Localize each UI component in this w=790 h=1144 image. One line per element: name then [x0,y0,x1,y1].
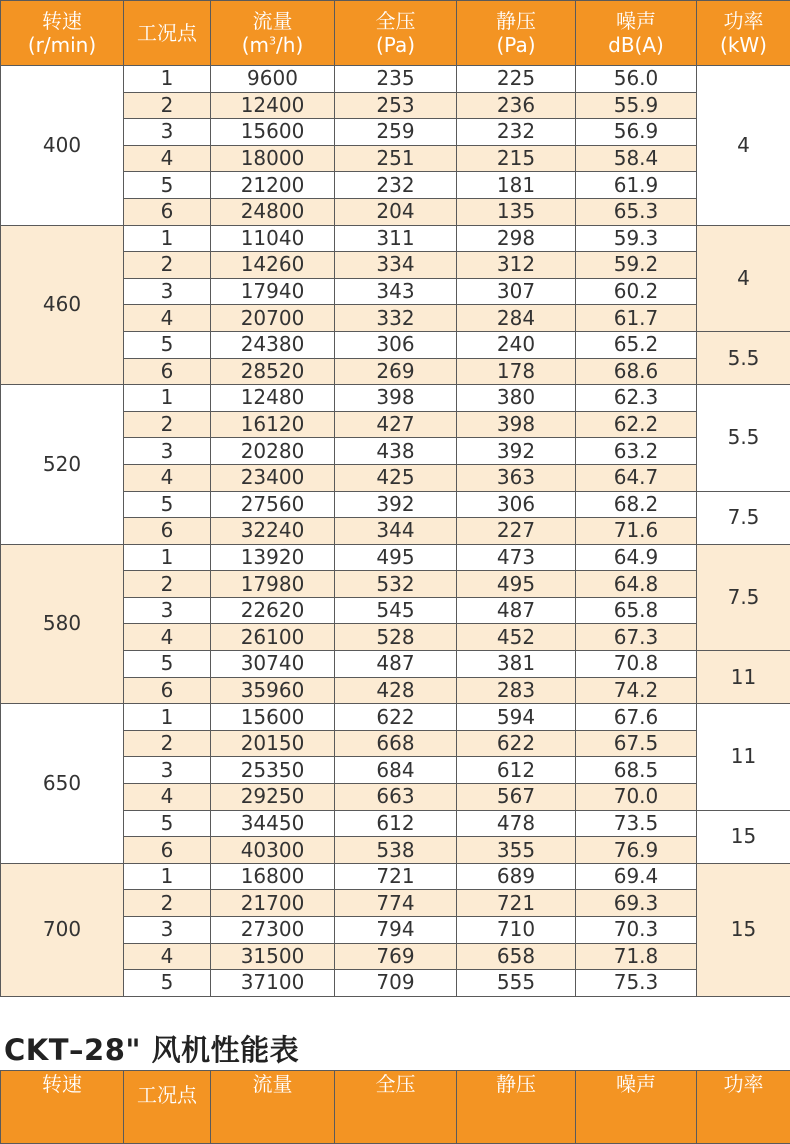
point-cell: 2 [124,730,211,757]
point-cell: 1 [124,385,211,412]
noise-cell: 67.3 [576,624,697,651]
power-cell: 11 [697,651,790,704]
table-header-row [1,1071,790,1144]
flow-cell: 37100 [211,970,335,997]
header-total-pressure: 全压 [335,1071,457,1144]
power-cell: 7.5 [697,544,790,650]
total-pressure-cell: 232 [335,172,457,199]
noise-cell: 62.3 [576,385,697,412]
static-pressure-cell: 284 [457,305,576,332]
total-pressure-cell: 545 [335,597,457,624]
power-cell: 4 [697,225,790,331]
flow-cell: 15600 [211,704,335,731]
point-cell: 3 [124,278,211,305]
static-pressure-cell: 392 [457,438,576,465]
total-pressure-cell: 427 [335,411,457,438]
point-cell: 5 [124,810,211,837]
header-static-pressure: 静压 [457,1071,576,1144]
static-pressure-cell: 312 [457,252,576,279]
point-cell: 2 [124,411,211,438]
flow-cell: 16800 [211,863,335,890]
flow-cell: 28520 [211,358,335,385]
total-pressure-cell: 487 [335,651,457,678]
speed-cell: 650 [1,704,124,864]
noise-cell: 64.8 [576,571,697,598]
flow-cell: 20150 [211,730,335,757]
total-pressure-cell: 709 [335,970,457,997]
total-pressure-cell: 612 [335,810,457,837]
flow-cell: 22620 [211,597,335,624]
static-pressure-cell: 689 [457,863,576,890]
noise-cell: 65.3 [576,198,697,225]
static-pressure-cell: 178 [457,358,576,385]
table-row [1,863,790,890]
static-pressure-cell: 594 [457,704,576,731]
point-cell: 3 [124,597,211,624]
point-cell: 3 [124,438,211,465]
total-pressure-cell: 622 [335,704,457,731]
flow-cell: 26100 [211,624,335,651]
flow-cell: 15600 [211,119,335,146]
point-cell: 1 [124,544,211,571]
table-row [1,544,790,571]
static-pressure-cell: 622 [457,730,576,757]
point-cell: 6 [124,837,211,864]
point-cell: 4 [124,943,211,970]
flow-cell: 30740 [211,651,335,678]
static-pressure-cell: 227 [457,518,576,545]
total-pressure-cell: 438 [335,438,457,465]
total-pressure-cell: 532 [335,571,457,598]
power-cell: 5.5 [697,331,790,384]
static-pressure-cell: 473 [457,544,576,571]
flow-cell: 24800 [211,198,335,225]
static-pressure-cell: 236 [457,92,576,119]
noise-cell: 68.2 [576,491,697,518]
total-pressure-cell: 306 [335,331,457,358]
header-speed: 转速 [1,1071,124,1144]
header-flow: 流量 [211,1071,335,1144]
table-row [1,704,790,731]
flow-cell: 12480 [211,385,335,412]
section-title: CKT–28" 风机性能表 [4,1028,299,1069]
noise-cell: 61.7 [576,305,697,332]
flow-cell: 13920 [211,544,335,571]
performance-table-2-header [0,1070,790,1144]
speed-cell: 460 [1,225,124,385]
total-pressure-cell: 425 [335,464,457,491]
power-cell: 5.5 [697,385,790,491]
table-row [1,385,790,412]
static-pressure-cell: 658 [457,943,576,970]
total-pressure-cell: 495 [335,544,457,571]
header-flow: 流量 $(m^3/h)$ [211,1,335,66]
flow-cell: 29250 [211,784,335,811]
power-cell: 11 [697,704,790,810]
flow-cell: 27560 [211,491,335,518]
header-power: 功率 (kW) [697,1,790,66]
flow-cell: 17940 [211,278,335,305]
header-total-pressure: 全压 (Pa) [335,1,457,66]
point-cell: 5 [124,331,211,358]
table-row [1,225,790,252]
total-pressure-cell: 251 [335,145,457,172]
noise-cell: 56.0 [576,66,697,93]
noise-cell: 63.2 [576,438,697,465]
static-pressure-cell: 135 [457,198,576,225]
static-pressure-cell: 398 [457,411,576,438]
noise-cell: 59.2 [576,252,697,279]
flow-cell: 14260 [211,252,335,279]
table-row [1,66,790,93]
flow-cell: 40300 [211,837,335,864]
total-pressure-cell: 663 [335,784,457,811]
flow-cell: 34450 [211,810,335,837]
static-pressure-cell: 495 [457,571,576,598]
point-cell: 6 [124,198,211,225]
noise-cell: 58.4 [576,145,697,172]
noise-cell: 65.2 [576,331,697,358]
point-cell: 4 [124,784,211,811]
header-noise: 噪声 dB(A) [576,1,697,66]
power-cell: 15 [697,810,790,863]
speed-cell: 520 [1,385,124,545]
noise-cell: 56.9 [576,119,697,146]
static-pressure-cell: 307 [457,278,576,305]
flow-cell: 23400 [211,464,335,491]
flow-cell: 11040 [211,225,335,252]
static-pressure-cell: 381 [457,651,576,678]
header-point: 工况点 [124,1071,211,1144]
speed-cell: 580 [1,544,124,704]
flow-cell: 31500 [211,943,335,970]
noise-cell: 70.3 [576,917,697,944]
point-cell: 2 [124,890,211,917]
total-pressure-cell: 253 [335,92,457,119]
power-cell: 4 [697,66,790,226]
total-pressure-cell: 721 [335,863,457,890]
static-pressure-cell: 363 [457,464,576,491]
point-cell: 1 [124,863,211,890]
flow-cell: 21200 [211,172,335,199]
flow-cell: 27300 [211,917,335,944]
header-power: 功率 [697,1071,790,1144]
point-cell: 5 [124,970,211,997]
point-cell: 5 [124,651,211,678]
static-pressure-cell: 215 [457,145,576,172]
noise-cell: 65.8 [576,597,697,624]
point-cell: 4 [124,145,211,172]
static-pressure-cell: 612 [457,757,576,784]
static-pressure-cell: 478 [457,810,576,837]
flow-cell: 25350 [211,757,335,784]
point-cell: 5 [124,172,211,199]
noise-cell: 71.6 [576,518,697,545]
noise-cell: 62.2 [576,411,697,438]
point-cell: 2 [124,92,211,119]
noise-cell: 68.6 [576,358,697,385]
noise-cell: 69.3 [576,890,697,917]
flow-cell: 20700 [211,305,335,332]
flow-cell: 17980 [211,571,335,598]
static-pressure-cell: 380 [457,385,576,412]
static-pressure-cell: 452 [457,624,576,651]
noise-cell: 71.8 [576,943,697,970]
point-cell: 5 [124,491,211,518]
total-pressure-cell: 235 [335,66,457,93]
static-pressure-cell: 567 [457,784,576,811]
static-pressure-cell: 710 [457,917,576,944]
noise-cell: 74.2 [576,677,697,704]
noise-cell: 75.3 [576,970,697,997]
flow-cell: 9600 [211,66,335,93]
total-pressure-cell: 684 [335,757,457,784]
noise-cell: 61.9 [576,172,697,199]
power-cell: 7.5 [697,491,790,544]
noise-cell: 70.8 [576,651,697,678]
point-cell: 4 [124,624,211,651]
noise-cell: 64.7 [576,464,697,491]
point-cell: 3 [124,917,211,944]
total-pressure-cell: 528 [335,624,457,651]
point-cell: 3 [124,119,211,146]
point-cell: 1 [124,704,211,731]
point-cell: 6 [124,518,211,545]
flow-cell: 16120 [211,411,335,438]
point-cell: 3 [124,757,211,784]
total-pressure-cell: 428 [335,677,457,704]
point-cell: 1 [124,225,211,252]
header-noise: 噪声 [576,1071,697,1144]
flow-cell: 18000 [211,145,335,172]
total-pressure-cell: 398 [335,385,457,412]
point-cell: 2 [124,571,211,598]
noise-cell: 64.9 [576,544,697,571]
static-pressure-cell: 355 [457,837,576,864]
total-pressure-cell: 774 [335,890,457,917]
point-cell: 4 [124,305,211,332]
static-pressure-cell: 721 [457,890,576,917]
total-pressure-cell: 332 [335,305,457,332]
total-pressure-cell: 311 [335,225,457,252]
total-pressure-cell: 392 [335,491,457,518]
flow-cell: 24380 [211,331,335,358]
noise-cell: 55.9 [576,92,697,119]
total-pressure-cell: 344 [335,518,457,545]
point-cell: 6 [124,677,211,704]
header-speed: 转速 (r/min) [1,1,124,66]
noise-cell: 76.9 [576,837,697,864]
noise-cell: 59.3 [576,225,697,252]
flow-cell: 21700 [211,890,335,917]
total-pressure-cell: 259 [335,119,457,146]
total-pressure-cell: 794 [335,917,457,944]
flow-cell: 35960 [211,677,335,704]
noise-cell: 60.2 [576,278,697,305]
static-pressure-cell: 240 [457,331,576,358]
header-point: 工况点 [124,1,211,66]
static-pressure-cell: 283 [457,677,576,704]
flow-cell: 32240 [211,518,335,545]
static-pressure-cell: 555 [457,970,576,997]
total-pressure-cell: 269 [335,358,457,385]
total-pressure-cell: 334 [335,252,457,279]
speed-cell: 400 [1,66,124,226]
noise-cell: 67.6 [576,704,697,731]
static-pressure-cell: 298 [457,225,576,252]
noise-cell: 70.0 [576,784,697,811]
total-pressure-cell: 343 [335,278,457,305]
point-cell: 2 [124,252,211,279]
point-cell: 1 [124,66,211,93]
power-cell: 15 [697,863,790,996]
total-pressure-cell: 538 [335,837,457,864]
noise-cell: 69.4 [576,863,697,890]
static-pressure-cell: 232 [457,119,576,146]
total-pressure-cell: 204 [335,198,457,225]
speed-cell: 700 [1,863,124,996]
total-pressure-cell: 668 [335,730,457,757]
noise-cell: 67.5 [576,730,697,757]
static-pressure-cell: 306 [457,491,576,518]
noise-cell: 68.5 [576,757,697,784]
total-pressure-cell: 769 [335,943,457,970]
header-static-pressure: 静压 (Pa) [457,1,576,66]
point-cell: 4 [124,464,211,491]
point-cell: 6 [124,358,211,385]
noise-cell: 73.5 [576,810,697,837]
static-pressure-cell: 225 [457,66,576,93]
static-pressure-cell: 181 [457,172,576,199]
flow-cell: 20280 [211,438,335,465]
flow-cell: 12400 [211,92,335,119]
table-header-row [1,1,790,66]
static-pressure-cell: 487 [457,597,576,624]
